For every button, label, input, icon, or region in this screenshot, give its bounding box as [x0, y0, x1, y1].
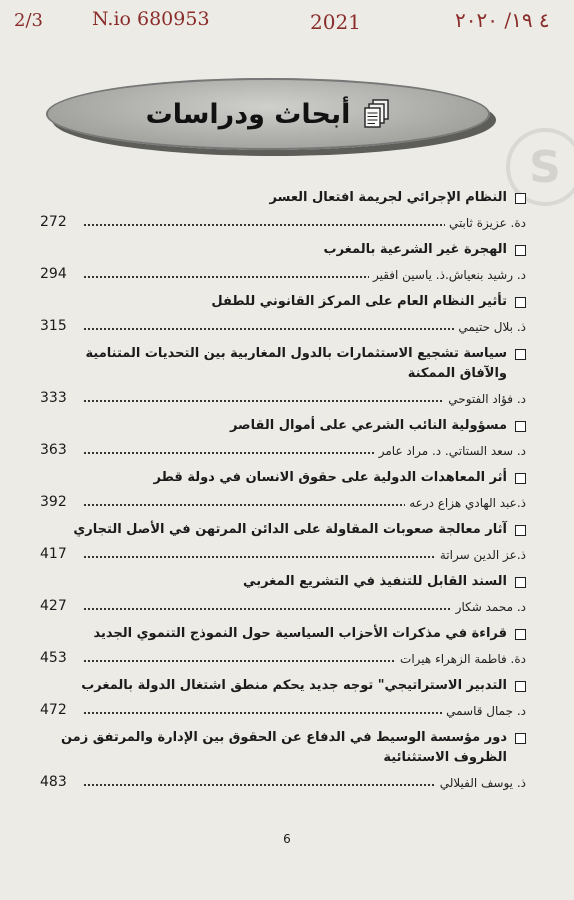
- entry-author: دة. عزيزة ثابتي: [445, 216, 526, 230]
- toc-entry: [40, 188, 526, 230]
- entry-title: تأثير النظام العام على المركز القانوني للطفل: [211, 294, 507, 309]
- checkbox-bullet-icon: [515, 349, 526, 360]
- entry-title: الهجرة غير الشرعية بالمغرب: [323, 242, 507, 257]
- entry-page-number: 483: [40, 774, 67, 790]
- checkbox-bullet-icon: [515, 629, 526, 640]
- section-title: أبحاث ودراسات: [145, 98, 351, 130]
- toc-entry: [40, 292, 526, 334]
- bleed-through-logo-icon: S: [506, 128, 574, 206]
- section-banner: [46, 78, 490, 150]
- handwritten-note-left: 2/3: [14, 10, 43, 31]
- entry-page-number: 333: [40, 390, 67, 406]
- entry-title: أثر المعاهدات الدولية على حقوق الانسان في دولة قطر: [153, 470, 507, 485]
- entry-author: ذ.عبد الهادي هزاع درعه: [405, 496, 526, 510]
- table-of-contents: [40, 188, 526, 800]
- entry-title: التدبير الاستراتيجي" توجه جديد يحكم منطق اشتغال الدولة بالمغرب: [81, 678, 507, 693]
- entry-page-number: 315: [40, 318, 67, 334]
- entry-author: ذ. يوسف الفيلالي: [436, 776, 526, 790]
- checkbox-bullet-icon: [515, 525, 526, 536]
- checkbox-bullet-icon: [515, 245, 526, 256]
- entry-title: السند القابل للتنفيذ في التشريع المغربي: [243, 574, 507, 589]
- entry-title: آثار معالجة صعوبات المقاولة على الدائن المرتهن في الأصل التجاري: [73, 522, 507, 537]
- checkbox-bullet-icon: [515, 733, 526, 744]
- entry-page-number: 472: [40, 702, 67, 718]
- entry-author: د. فؤاد الفتوحي: [444, 392, 526, 406]
- entry-page-number: 392: [40, 494, 67, 510]
- handwritten-reference-number: N.io 680953: [92, 8, 210, 30]
- entry-author: ذ.عز الدين سراتة: [436, 548, 526, 562]
- entry-title: سياسة تشجيع الاستثمارات بالدول المغاربية بين التحديات المتنامية والآفاق الممكنة: [85, 346, 507, 381]
- entry-title: مسؤولية النائب الشرعي على أموال القاصر: [229, 418, 507, 433]
- checkbox-bullet-icon: [515, 473, 526, 484]
- checkbox-bullet-icon: [515, 421, 526, 432]
- entry-author: دة. فاطمة الزهراء هيرات: [396, 652, 526, 666]
- entry-author: ذ. بلال حتيمي: [454, 320, 526, 334]
- toc-entry: [40, 344, 526, 406]
- entry-title: قراءة في مذكرات الأحزاب السياسية حول النموذج التنموي الجديد: [93, 626, 507, 641]
- entry-author: د. محمد شكار: [452, 600, 526, 614]
- toc-entry: [40, 728, 526, 790]
- entry-page-number: 272: [40, 214, 67, 230]
- entry-page-number: 363: [40, 442, 67, 458]
- entry-page-number: 453: [40, 650, 67, 666]
- checkbox-bullet-icon: [515, 193, 526, 204]
- checkbox-bullet-icon: [515, 577, 526, 588]
- toc-entry: [40, 624, 526, 666]
- entry-page-number: 417: [40, 546, 67, 562]
- checkbox-bullet-icon: [515, 297, 526, 308]
- toc-entry: [40, 416, 526, 458]
- page-number: 6: [283, 832, 291, 846]
- entry-title: النظام الإجرائي لجريمة افتعال العسر: [269, 190, 507, 205]
- entry-page-number: 294: [40, 266, 67, 282]
- toc-entry: [40, 676, 526, 718]
- entry-author: د. جمال قاسمي: [442, 704, 526, 718]
- toc-entry: [40, 240, 526, 282]
- checkbox-bullet-icon: [515, 681, 526, 692]
- documents-icon: [364, 99, 390, 129]
- handwritten-date: ٤ ١٩/ ٢٠٢٠: [455, 8, 550, 32]
- entry-author: د. سعد الستاتي. د. مراد عامر: [375, 444, 526, 458]
- entry-author: د. رشيد بنعياش.ذ. ياسين افقير: [369, 268, 526, 282]
- toc-entry: [40, 468, 526, 510]
- handwritten-year: 2021: [310, 10, 361, 34]
- toc-entry: [40, 520, 526, 562]
- entry-page-number: 427: [40, 598, 67, 614]
- entry-title: دور مؤسسة الوسيط في الدفاع عن الحقوق بين الإدارة والمرتفق زمن الظروف الاستثنائية: [60, 730, 507, 765]
- toc-entry: [40, 572, 526, 614]
